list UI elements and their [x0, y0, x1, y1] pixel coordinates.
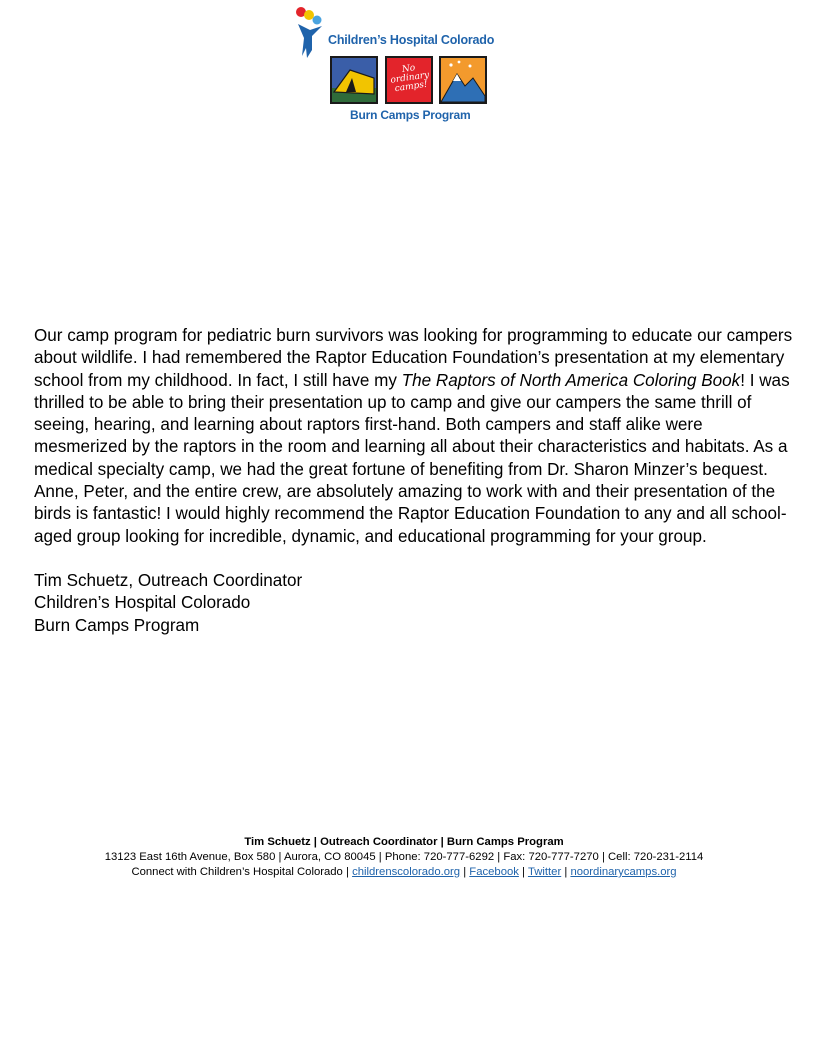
footer-contact-name: Tim Schuetz | Outreach Coordinator | Burn Camps Program: [244, 836, 564, 848]
signature-program: Burn Camps Program: [34, 615, 200, 635]
separator: |: [460, 866, 470, 878]
link-facebook[interactable]: Facebook: [469, 866, 519, 878]
letter-body: [34, 325, 794, 637]
paragraph-text-end: ! I was thrilled to be able to bring their presentation up to camp and give our campers the same thrill of seeing, hearing, and learning about raptors first-hand. Both campers and staff alike were mesmerized by the raptors in the room and learning all about their characteristics and habitats. As a medical specialty camp, we had the great fortune of benefiting from Dr. Sharon Minzer’s bequest. Anne, Peter, and the entire crew, are absolutely amazing to work with and their presentation of the birds is fantastic! I would highly recommend the Raptor Education Foundation to any and all school-aged group looking for incredible, dynamic, and educational programming for your group.: [34, 370, 790, 546]
paragraph-text-start: Our camp program for pediatric burn survivors was looking for programming to educate our campers about wildlife. I had remembered the Raptor Education Foundation’s presentation at my elementary school from my childhood. In fact, I still have my: [34, 326, 793, 390]
tent-panel-icon: [330, 56, 378, 104]
panel-caption: No ordinary camps!: [389, 63, 430, 95]
child-figure-icon: [292, 4, 332, 60]
mountain-panel-icon: [439, 56, 487, 104]
separator: |: [561, 866, 571, 878]
link-noordinarycamps[interactable]: noordinarycamps.org: [570, 866, 677, 878]
org-name: Children’s Hospital Colorado: [328, 33, 495, 47]
footer: [0, 835, 808, 880]
camp-panel: [385, 56, 433, 104]
footer-address: 13123 East 16th Avenue, Box 580 | Aurora, CO 80045 | Phone: 720-777-6292 | Fax: 720-777-7270 | Cell: 720-231-2114: [104, 851, 704, 863]
program-name: Burn Camps Program: [350, 108, 471, 122]
link-twitter[interactable]: Twitter: [527, 866, 562, 878]
link-childrenscolorado[interactable]: childrenscolorado.org: [352, 866, 461, 878]
testimonial-paragraph: [34, 325, 794, 548]
separator: |: [518, 866, 528, 878]
signature-name: Tim Schuetz, Outreach Coordinator: [34, 570, 303, 590]
footer-connect: [0, 865, 808, 880]
logo: [292, 4, 496, 126]
book-title: The Raptors of North America Coloring Book: [401, 370, 741, 390]
footer-connect-label: Connect with Children’s Hospital Colorado |: [131, 866, 353, 878]
signature-org: Children’s Hospital Colorado: [34, 593, 251, 613]
